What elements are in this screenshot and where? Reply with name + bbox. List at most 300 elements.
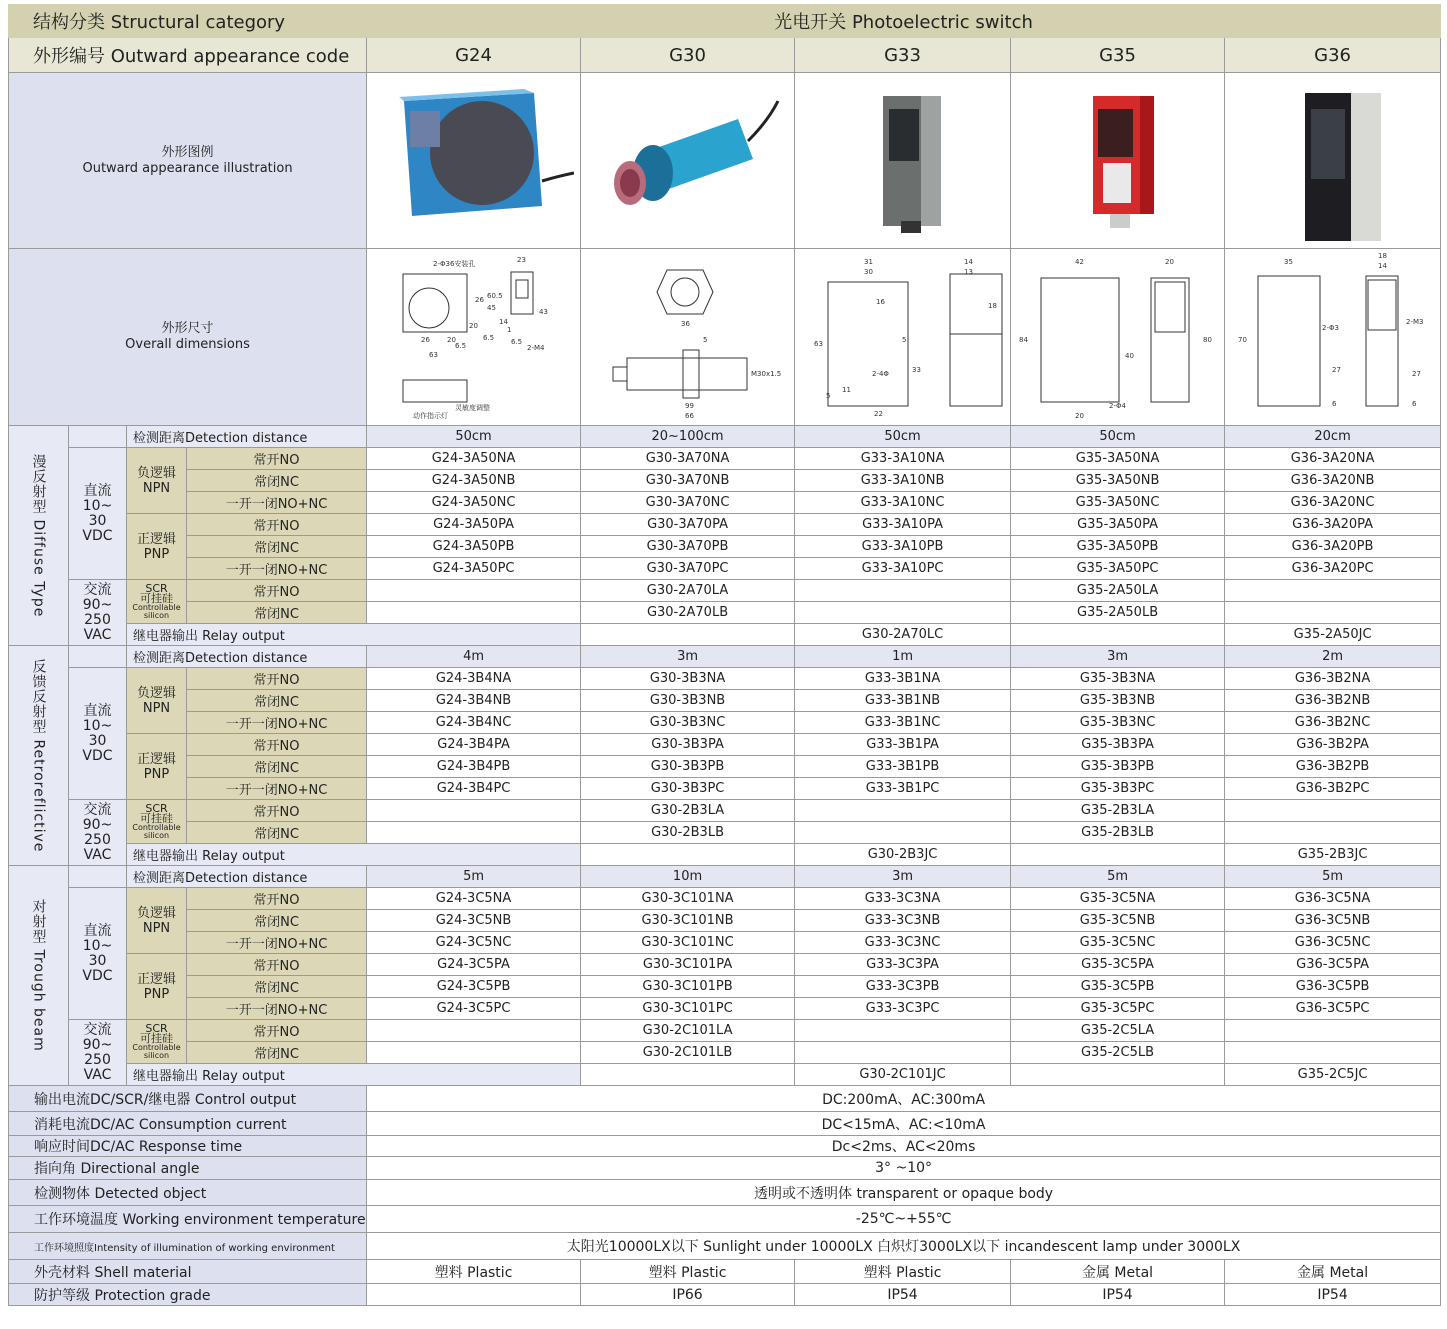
model-number-cell: G35-2B3LB <box>1011 822 1225 844</box>
g24-photo <box>367 73 581 249</box>
dim-label: 2-M3 <box>1405 318 1424 326</box>
model-number-cell: G35-3A50PA <box>1011 514 1225 536</box>
g30-dimension-drawing <box>581 249 795 426</box>
dim-label: 5 <box>901 336 906 344</box>
g33-dimension-drawing <box>795 249 1011 426</box>
model-number-cell: G24-3A50NB <box>367 470 581 492</box>
blank-cell <box>69 646 127 668</box>
model-number-cell <box>1225 602 1441 624</box>
model-number-cell <box>367 800 581 822</box>
dim-label: 6.5 <box>483 334 495 342</box>
dim-label: 23 <box>517 256 526 264</box>
model-number-cell: G35-2A50JC <box>1225 624 1441 646</box>
model-number-cell: G24-3B4NA <box>367 668 581 690</box>
ac-voltage-text: 交流 90~ 250 VAC <box>82 581 113 643</box>
model-number-cell: G30-2B3LA <box>581 800 795 822</box>
model-number-cell: G35-3C5PC <box>1011 998 1225 1020</box>
detection-distance-value: 10m <box>581 866 795 888</box>
detection-distance-value: 5m <box>1225 866 1441 888</box>
dim-label: 20 <box>1075 412 1084 420</box>
model-number-cell: G33-3A10PB <box>795 536 1011 558</box>
dim-label: M30x1.5 <box>751 370 782 378</box>
model-number-cell: G33-3A10NA <box>795 448 1011 470</box>
dim-label: 31 <box>863 258 873 266</box>
output-type-label: 常闭NC <box>187 1042 367 1064</box>
spec-label: 工作环境温度 Working environment temperature <box>9 1206 367 1233</box>
model-number-cell: G30-3C101NC <box>581 932 795 954</box>
model-number-cell: G24-3A50PB <box>367 536 581 558</box>
dim-label: 5 <box>703 336 708 344</box>
shell-material-value: 塑料 Plastic <box>581 1260 795 1284</box>
model-number-cell: G36-3A20NB <box>1225 470 1441 492</box>
model-number-cell: G36-3C5NC <box>1225 932 1441 954</box>
dim-label: 63 <box>429 351 438 359</box>
scr-label <box>127 580 187 624</box>
model-number-cell: G24-3A50NC <box>367 492 581 514</box>
dc-voltage-label <box>69 888 127 1020</box>
model-number-cell: G35-3C5PA <box>1011 954 1225 976</box>
dim-label: 99 <box>685 402 694 410</box>
dim-label: 2-4Φ <box>871 370 889 378</box>
model-number-cell: G36-3B2PC <box>1225 778 1441 800</box>
section-type-label <box>9 866 69 1086</box>
model-number-cell: G33-3B1PA <box>795 734 1011 756</box>
model-number-cell: G30-3A70NA <box>581 448 795 470</box>
spec-value: 太阳光10000LX以下 Sunlight under 10000LX 白炽灯3000LX以下 incandescent lamp under 3000LX <box>367 1233 1441 1260</box>
spec-label: 指向角 Directional angle <box>9 1157 367 1180</box>
scr-label <box>127 1020 187 1064</box>
dim-label: 2-Φ36安装孔 <box>433 260 476 268</box>
npn-logic-label <box>127 668 187 734</box>
model-number-cell: G33-3B1NC <box>795 712 1011 734</box>
spec-label: 响应时间DC/AC Response time <box>9 1136 367 1157</box>
dim-label: 33 <box>911 366 921 374</box>
model-number-cell: G33-3C3NA <box>795 888 1011 910</box>
model-number-cell <box>367 580 581 602</box>
section-type-text: 漫反射型 Diffuse Type <box>30 453 47 618</box>
model-number-cell: G30-3B3NB <box>581 690 795 712</box>
dim-label: 14 <box>963 258 973 266</box>
section-type-label <box>9 426 69 646</box>
shell-material-label: 外壳材料 Shell material <box>9 1260 367 1284</box>
model-number-cell <box>1011 844 1225 866</box>
model-code: G30 <box>581 38 795 73</box>
dim-label: 18 <box>987 302 997 310</box>
structural-category-value: 光电开关 Photoelectric switch <box>367 5 1441 38</box>
scr-en-text: Controllable silicon <box>132 1042 181 1060</box>
model-number-cell: G33-3B1NA <box>795 668 1011 690</box>
dc-voltage-text: 直流 10~ 30 VDC <box>82 702 113 764</box>
model-number-cell: G36-3A20PB <box>1225 536 1441 558</box>
npn-logic-label <box>127 448 187 514</box>
model-number-cell: G36-3C5PA <box>1225 954 1441 976</box>
detection-distance-value: 5m <box>1011 866 1225 888</box>
ac-voltage-text: 交流 90~ 250 VAC <box>82 801 113 863</box>
model-number-cell: G24-3A50PA <box>367 514 581 536</box>
dc-voltage-text: 直流 10~ 30 VDC <box>82 922 113 984</box>
model-number-cell: G24-3C5PB <box>367 976 581 998</box>
detection-distance-value: 4m <box>367 646 581 668</box>
spec-label: 输出电流DC/SCR/继电器 Control output <box>9 1086 367 1112</box>
model-number-cell: G30-3B3PA <box>581 734 795 756</box>
model-number-cell <box>367 1020 581 1042</box>
model-number-cell: G30-2C101LA <box>581 1020 795 1042</box>
spec-label: 检测物体 Detected object <box>9 1180 367 1206</box>
dim-label: 26 <box>421 336 430 344</box>
model-number-cell <box>795 1042 1011 1064</box>
model-number-cell: G35-2A50LB <box>1011 602 1225 624</box>
dim-label: 36 <box>681 320 690 328</box>
g30-photo <box>581 73 795 249</box>
scr-text: SCR 可挂硅 <box>140 1021 173 1045</box>
ac-voltage-label <box>69 1020 127 1086</box>
dc-voltage-label <box>69 448 127 580</box>
g33-photo <box>795 73 1011 249</box>
model-number-cell <box>581 1064 795 1086</box>
model-number-cell <box>1225 1042 1441 1064</box>
output-type-label: 一开一闭NO+NC <box>187 998 367 1020</box>
dim-label: 26 <box>475 296 484 304</box>
model-number-cell: G24-3C5PC <box>367 998 581 1020</box>
spec-value: DC:200mA、AC:300mA <box>367 1086 1441 1112</box>
output-type-label: 常开NO <box>187 954 367 976</box>
logic-text: 正逻辑 PNP <box>136 751 176 782</box>
model-number-cell: G30-2C101LB <box>581 1042 795 1064</box>
dim-label: 60.5 <box>487 292 503 300</box>
logic-text: 负逻辑 NPN <box>136 905 176 936</box>
model-number-cell: G33-3C3PB <box>795 976 1011 998</box>
output-type-label: 常开NO <box>187 800 367 822</box>
dim-label: 20 <box>447 336 456 344</box>
model-number-cell: G30-3A70PA <box>581 514 795 536</box>
dim-label: 42 <box>1075 258 1084 266</box>
dim-label: 6 <box>1331 400 1337 408</box>
dim-label: 13 <box>963 268 973 276</box>
blank-cell <box>69 866 127 888</box>
illustration-label-en: Outward appearance illustration <box>82 160 293 176</box>
model-number-cell: G35-3A50NB <box>1011 470 1225 492</box>
model-number-cell <box>795 800 1011 822</box>
g35-dimension-drawing <box>1011 249 1225 426</box>
dimensions-label-en: Overall dimensions <box>125 337 250 352</box>
output-type-label: 常闭NC <box>187 910 367 932</box>
model-number-cell: G35-3B3NB <box>1011 690 1225 712</box>
output-type-label: 一开一闭NO+NC <box>187 932 367 954</box>
model-number-cell: G36-3B2NA <box>1225 668 1441 690</box>
model-number-cell: G36-3C5PB <box>1225 976 1441 998</box>
model-number-cell: G24-3B4PC <box>367 778 581 800</box>
model-number-cell: G35-3C5NB <box>1011 910 1225 932</box>
model-number-cell: G35-2A50LA <box>1011 580 1225 602</box>
model-number-cell: G24-3B4NC <box>367 712 581 734</box>
output-type-label: 常闭NC <box>187 690 367 712</box>
section-type-text: 反馈反射型 Retroreflictive <box>30 658 47 853</box>
model-number-cell: G35-2B3LA <box>1011 800 1225 822</box>
detection-distance-value: 20cm <box>1225 426 1441 448</box>
model-number-cell: G30-3A70NC <box>581 492 795 514</box>
output-type-label: 常闭NC <box>187 976 367 998</box>
scr-en-text: Controllable silicon <box>132 822 181 840</box>
dim-label: 14 <box>499 318 508 326</box>
output-type-label: 常开NO <box>187 514 367 536</box>
dim-label: 66 <box>685 412 694 420</box>
model-number-cell <box>795 602 1011 624</box>
detection-distance-value: 20~100cm <box>581 426 795 448</box>
detection-distance-value: 50cm <box>367 426 581 448</box>
pnp-logic-label <box>127 954 187 1020</box>
ac-voltage-label <box>69 800 127 866</box>
detection-distance-value: 3m <box>795 866 1011 888</box>
g36-dimension-drawing <box>1225 249 1441 426</box>
model-number-cell: G35-3C5NC <box>1011 932 1225 954</box>
relay-output-label: 继电器输出 Relay output <box>127 624 581 646</box>
model-number-cell: G30-3B3NC <box>581 712 795 734</box>
model-number-cell: G30-3C101PC <box>581 998 795 1020</box>
model-number-cell: G35-2B3JC <box>1225 844 1441 866</box>
section-type-text: 对射型 Trough beam <box>30 899 47 1052</box>
model-number-cell <box>581 844 795 866</box>
model-number-cell: G30-2B3LB <box>581 822 795 844</box>
model-code: G35 <box>1011 38 1225 73</box>
model-number-cell: G35-3B3PA <box>1011 734 1225 756</box>
model-number-cell: G30-2A70LA <box>581 580 795 602</box>
model-number-cell: G33-3C3NC <box>795 932 1011 954</box>
protection-grade-value: IP66 <box>581 1284 795 1306</box>
model-number-cell: G30-3B3PC <box>581 778 795 800</box>
model-number-cell <box>367 602 581 624</box>
g36-photo <box>1225 73 1441 249</box>
scr-text: SCR 可挂硅 <box>140 801 173 825</box>
model-number-cell: G33-3A10NC <box>795 492 1011 514</box>
model-number-cell: G30-3C101NB <box>581 910 795 932</box>
model-number-cell: G33-3B1NB <box>795 690 1011 712</box>
model-code: G36 <box>1225 38 1441 73</box>
scr-en-text: Controllable silicon <box>132 602 181 620</box>
scr-label <box>127 800 187 844</box>
detection-distance-value: 5m <box>367 866 581 888</box>
ac-voltage-label <box>69 580 127 646</box>
model-number-cell: G35-2C5LA <box>1011 1020 1225 1042</box>
model-number-cell: G36-3B2PB <box>1225 756 1441 778</box>
dim-label: 灵敏度调整 <box>455 404 491 412</box>
output-type-label: 常闭NC <box>187 756 367 778</box>
model-number-cell: G30-2B3JC <box>795 844 1011 866</box>
model-number-cell: G24-3C5NB <box>367 910 581 932</box>
protection-grade-value: IP54 <box>795 1284 1011 1306</box>
model-number-cell: G33-3B1PC <box>795 778 1011 800</box>
shell-material-value: 塑料 Plastic <box>795 1260 1011 1284</box>
dim-label: 22 <box>873 410 883 418</box>
dim-label: 27 <box>1331 366 1341 374</box>
output-type-label: 常开NO <box>187 1020 367 1042</box>
model-number-cell: G30-3C101PB <box>581 976 795 998</box>
model-number-cell <box>1225 1020 1441 1042</box>
model-number-cell: G33-3C3PA <box>795 954 1011 976</box>
dim-label: 动作指示灯 <box>413 412 449 420</box>
logic-text: 负逻辑 NPN <box>136 465 176 496</box>
model-number-cell: G30-2A70LB <box>581 602 795 624</box>
model-number-cell: G24-3C5NA <box>367 888 581 910</box>
dc-voltage-text: 直流 10~ 30 VDC <box>82 482 113 544</box>
model-number-cell: G35-3B3NC <box>1011 712 1225 734</box>
model-number-cell: G33-3C3PC <box>795 998 1011 1020</box>
dim-label: 1 <box>507 326 512 334</box>
npn-logic-label <box>127 888 187 954</box>
model-number-cell: G30-3A70PC <box>581 558 795 580</box>
model-number-cell: G36-3C5NA <box>1225 888 1441 910</box>
model-number-cell: G36-3A20NA <box>1225 448 1441 470</box>
dim-label: 2-M4 <box>527 344 545 352</box>
shell-material-value: 金属 Metal <box>1011 1260 1225 1284</box>
dim-label: 14 <box>1377 262 1387 270</box>
protection-grade-label: 防护等级 Protection grade <box>9 1284 367 1306</box>
model-number-cell: G35-3A50NC <box>1011 492 1225 514</box>
output-type-label: 常闭NC <box>187 470 367 492</box>
dim-label: 45 <box>487 304 496 312</box>
model-number-cell: G33-3A10NB <box>795 470 1011 492</box>
dim-label: 84 <box>1019 336 1028 344</box>
model-number-cell <box>795 822 1011 844</box>
model-number-cell: G24-3B4PA <box>367 734 581 756</box>
scr-text: SCR 可挂硅 <box>140 581 173 605</box>
dim-label: 6 <box>1411 400 1417 408</box>
dim-label: 11 <box>841 386 851 394</box>
output-type-label: 常开NO <box>187 734 367 756</box>
dim-label: 20 <box>1165 258 1174 266</box>
model-number-cell: G35-3B3NA <box>1011 668 1225 690</box>
output-type-label: 一开一闭NO+NC <box>187 712 367 734</box>
detection-distance-value: 1m <box>795 646 1011 668</box>
model-number-cell: G30-3B3PB <box>581 756 795 778</box>
model-number-cell <box>1225 822 1441 844</box>
model-number-cell <box>1225 580 1441 602</box>
model-number-cell: G36-3B2PA <box>1225 734 1441 756</box>
illustration-label <box>9 73 367 249</box>
output-type-label: 一开一闭NO+NC <box>187 492 367 514</box>
output-type-label: 常开NO <box>187 580 367 602</box>
model-number-cell: G35-3B3PC <box>1011 778 1225 800</box>
model-number-cell: G24-3A50NA <box>367 448 581 470</box>
model-number-cell <box>1011 624 1225 646</box>
dim-label: 6.5 <box>511 338 523 346</box>
dim-label: 27 <box>1411 370 1421 378</box>
shell-material-value: 塑料 Plastic <box>367 1260 581 1284</box>
dim-label: 80 <box>1203 336 1212 344</box>
model-number-cell: G24-3B4NB <box>367 690 581 712</box>
detection-distance-value: 50cm <box>1011 426 1225 448</box>
model-number-cell: G30-3B3NA <box>581 668 795 690</box>
dim-label: 70 <box>1237 336 1247 344</box>
relay-output-label: 继电器输出 Relay output <box>127 844 581 866</box>
model-number-cell: G30-2C101JC <box>795 1064 1011 1086</box>
dim-label: 63 <box>813 340 823 348</box>
output-type-label: 一开一闭NO+NC <box>187 778 367 800</box>
detection-distance-value: 3m <box>1011 646 1225 668</box>
dim-label: 16 <box>875 298 885 306</box>
spec-label: 消耗电流DC/AC Consumption current <box>9 1112 367 1136</box>
protection-grade-value <box>367 1284 581 1306</box>
detection-distance-value: 2m <box>1225 646 1441 668</box>
model-number-cell: G35-2C5LB <box>1011 1042 1225 1064</box>
model-number-cell <box>795 1020 1011 1042</box>
model-number-cell: G36-3C5PC <box>1225 998 1441 1020</box>
model-number-cell: G30-3C101PA <box>581 954 795 976</box>
spec-value: 透明或不透明体 transparent or opaque body <box>367 1180 1441 1206</box>
model-number-cell: G36-3A20PC <box>1225 558 1441 580</box>
dim-label: 6.5 <box>455 342 467 350</box>
model-number-cell: G36-3A20NC <box>1225 492 1441 514</box>
model-number-cell: G35-3B3PB <box>1011 756 1225 778</box>
dimensions-label-cn: 外形尺寸 <box>161 321 214 336</box>
detection-distance-value: 3m <box>581 646 795 668</box>
product-spec-table <box>8 4 1441 1306</box>
model-number-cell: G30-3A70NB <box>581 470 795 492</box>
dim-label: 43 <box>539 308 548 316</box>
output-type-label: 常闭NC <box>187 602 367 624</box>
model-number-cell <box>795 580 1011 602</box>
dim-label: 30 <box>863 268 873 276</box>
model-number-cell <box>1225 800 1441 822</box>
model-number-cell: G33-3A10PA <box>795 514 1011 536</box>
protection-grade-value: IP54 <box>1225 1284 1441 1306</box>
dc-voltage-label <box>69 668 127 800</box>
model-number-cell: G36-3C5NB <box>1225 910 1441 932</box>
output-type-label: 常闭NC <box>187 822 367 844</box>
shell-material-value: 金属 Metal <box>1225 1260 1441 1284</box>
spec-value: 3° ~10° <box>367 1157 1441 1180</box>
output-type-label: 常开NO <box>187 668 367 690</box>
model-number-cell: G35-3A50NA <box>1011 448 1225 470</box>
g24-dimension-drawing <box>367 249 581 426</box>
protection-grade-value: IP54 <box>1011 1284 1225 1306</box>
dim-label: 40 <box>1125 352 1134 360</box>
structural-category-label: 结构分类 Structural category <box>9 5 367 38</box>
logic-text: 正逻辑 PNP <box>136 531 176 562</box>
output-type-label: 常闭NC <box>187 536 367 558</box>
model-number-cell: G36-3B2NB <box>1225 690 1441 712</box>
ac-voltage-text: 交流 90~ 250 VAC <box>82 1021 113 1083</box>
dim-label: 5 <box>825 392 830 400</box>
dimensions-label <box>9 249 367 426</box>
logic-text: 负逻辑 NPN <box>136 685 176 716</box>
pnp-logic-label <box>127 734 187 800</box>
g35-photo <box>1011 73 1225 249</box>
model-number-cell: G35-2C5JC <box>1225 1064 1441 1086</box>
pnp-logic-label <box>127 514 187 580</box>
logic-text: 正逻辑 PNP <box>136 971 176 1002</box>
model-number-cell: G35-3A50PB <box>1011 536 1225 558</box>
model-code: G33 <box>795 38 1011 73</box>
model-number-cell <box>1011 1064 1225 1086</box>
model-number-cell: G30-3C101NA <box>581 888 795 910</box>
dim-label: 20 <box>469 322 478 330</box>
detection-distance-label: 检测距离Detection distance <box>127 426 367 448</box>
spec-value: -25℃~+55℃ <box>367 1206 1441 1233</box>
appearance-code-label: 外形编号 Outward appearance code <box>9 38 367 73</box>
dim-label: 35 <box>1283 258 1293 266</box>
model-number-cell: G30-3A70PB <box>581 536 795 558</box>
model-number-cell <box>581 624 795 646</box>
dim-label: 2-Φ4 <box>1109 402 1126 410</box>
spec-label: 工作环境照度Intensity of illumination of working environment <box>9 1233 367 1260</box>
dim-label: 2-Φ3 <box>1321 324 1339 332</box>
model-number-cell <box>367 822 581 844</box>
relay-output-label: 继电器输出 Relay output <box>127 1064 581 1086</box>
output-type-label: 常开NO <box>187 448 367 470</box>
model-number-cell: G33-3C3NB <box>795 910 1011 932</box>
model-number-cell: G35-3C5PB <box>1011 976 1225 998</box>
output-type-label: 一开一闭NO+NC <box>187 558 367 580</box>
